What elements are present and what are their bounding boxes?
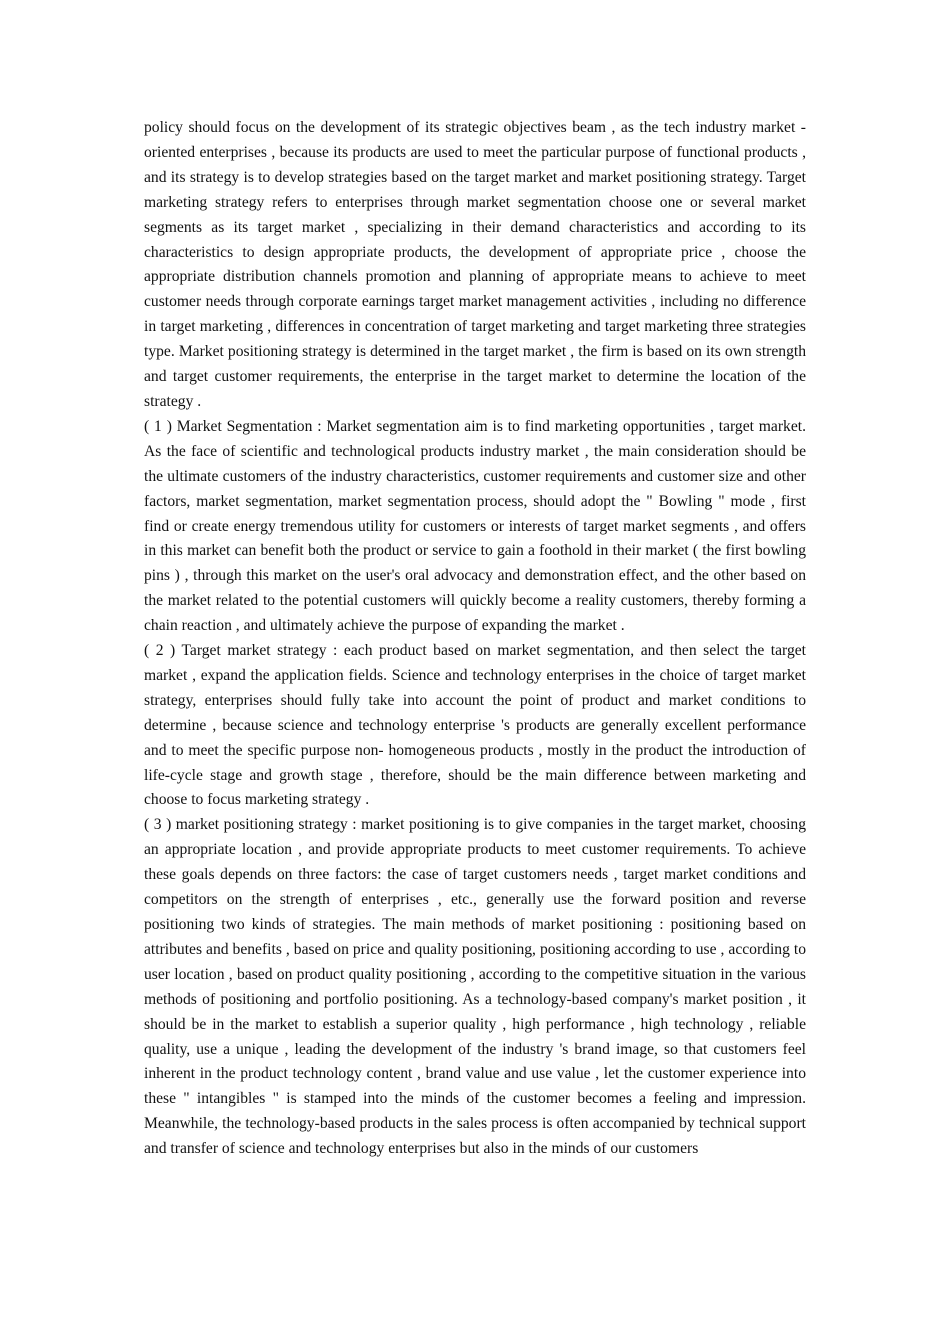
body-paragraph-target-market-strategy: ( 2 ) Target market strategy : each product based on market segmentation, and then select the target market , expand the application fields. Science and technology enterprises in the choice of target market strategy, enterprises should fully take into account the point of product and market conditions to determine , because science and technology enterprise 's products are generally excellent performance and to meet the specific purpose non- homogeneous products , mostly in the product the introduction of life-cycle stage and growth stage , therefore, should be the main difference between marketing and choose to focus marketing strategy . bbox=[144, 642, 806, 809]
body-paragraph-market-segmentation: ( 1 ) Market Segmentation : Market segmentation aim is to find marketing opportunities , target market. As the face of scientific and technological products industry market , the main consideration should be the ultimate customers of the industry characteristics, customer requirements and customer size and other factors, market segmentation, market segmentation process, should adopt the " Bowling " mode , first find or create energy tremendous utility for customers or interests of target market segments , and offers in this market can benefit both the product or service to gain a foothold in their market ( the first bowling pins ) , through this market on the user's oral advocacy and demonstration effect, and the other based on the market related to the potential customers will quickly become a reality customers, thereby forming a chain reaction , and ultimately achieve the purpose of expanding the market . bbox=[144, 417, 806, 635]
body-paragraph-target-marketing: policy should focus on the development of its strategic objectives beam , as the tech industry market -oriented enterprises , because its products are used to meet the particular purpose of functional products , and its strategy is to develop strategies based on the target market and market positioning strategy. Target marketing strategy refers to enterprises through market segmentation choose one or several market segments as its target market , specializing in their demand characteristics and according to its characteristics to design appropriate products, the development of appropriate price , choose the appropriate distribution channels promotion and planning of appropriate means to achieve to meet customer needs through corporate earnings target market management activities , including no difference in target marketing , differences in concentration of target marketing and target marketing three strategies type. Market positioning strategy is determined in the target market , the firm is based on its own strength and target customer requirements, the enterprise in the target market to determine the location of the strategy . bbox=[144, 119, 806, 410]
document-page bbox=[144, 116, 806, 1162]
body-paragraph-market-positioning: ( 3 ) market positioning strategy : market positioning is to give companies in the target market, choosing an appropriate location , and provide appropriate products to meet customer requirements. To achieve these goals depends on three factors: the case of target customers needs , target market conditions and competitors on the strength of enterprises , etc., generally use the forward position and reverse positioning two kinds of strategies. The main methods of market positioning : positioning based on attributes and benefits , based on price and quality positioning, positioning according to use , according to user location , based on product quality positioning , according to the competitive situation in the various methods of positioning and portfolio positioning. As a technology-based company's market position , it should be in the market to establish a superior quality , high performance , high technology , reliable quality, use a unique , leading the development of the industry 's brand image, so that customers feel inherent in the product technology content , brand value and use value , let the customer experience into these " intangibles " is stamped into the minds of the customer becomes a feeling and impression. Meanwhile, the technology-based products in the sales process is often accompanied by technical support and transfer of science and technology enterprises but also in the minds of our customers bbox=[144, 816, 806, 1158]
